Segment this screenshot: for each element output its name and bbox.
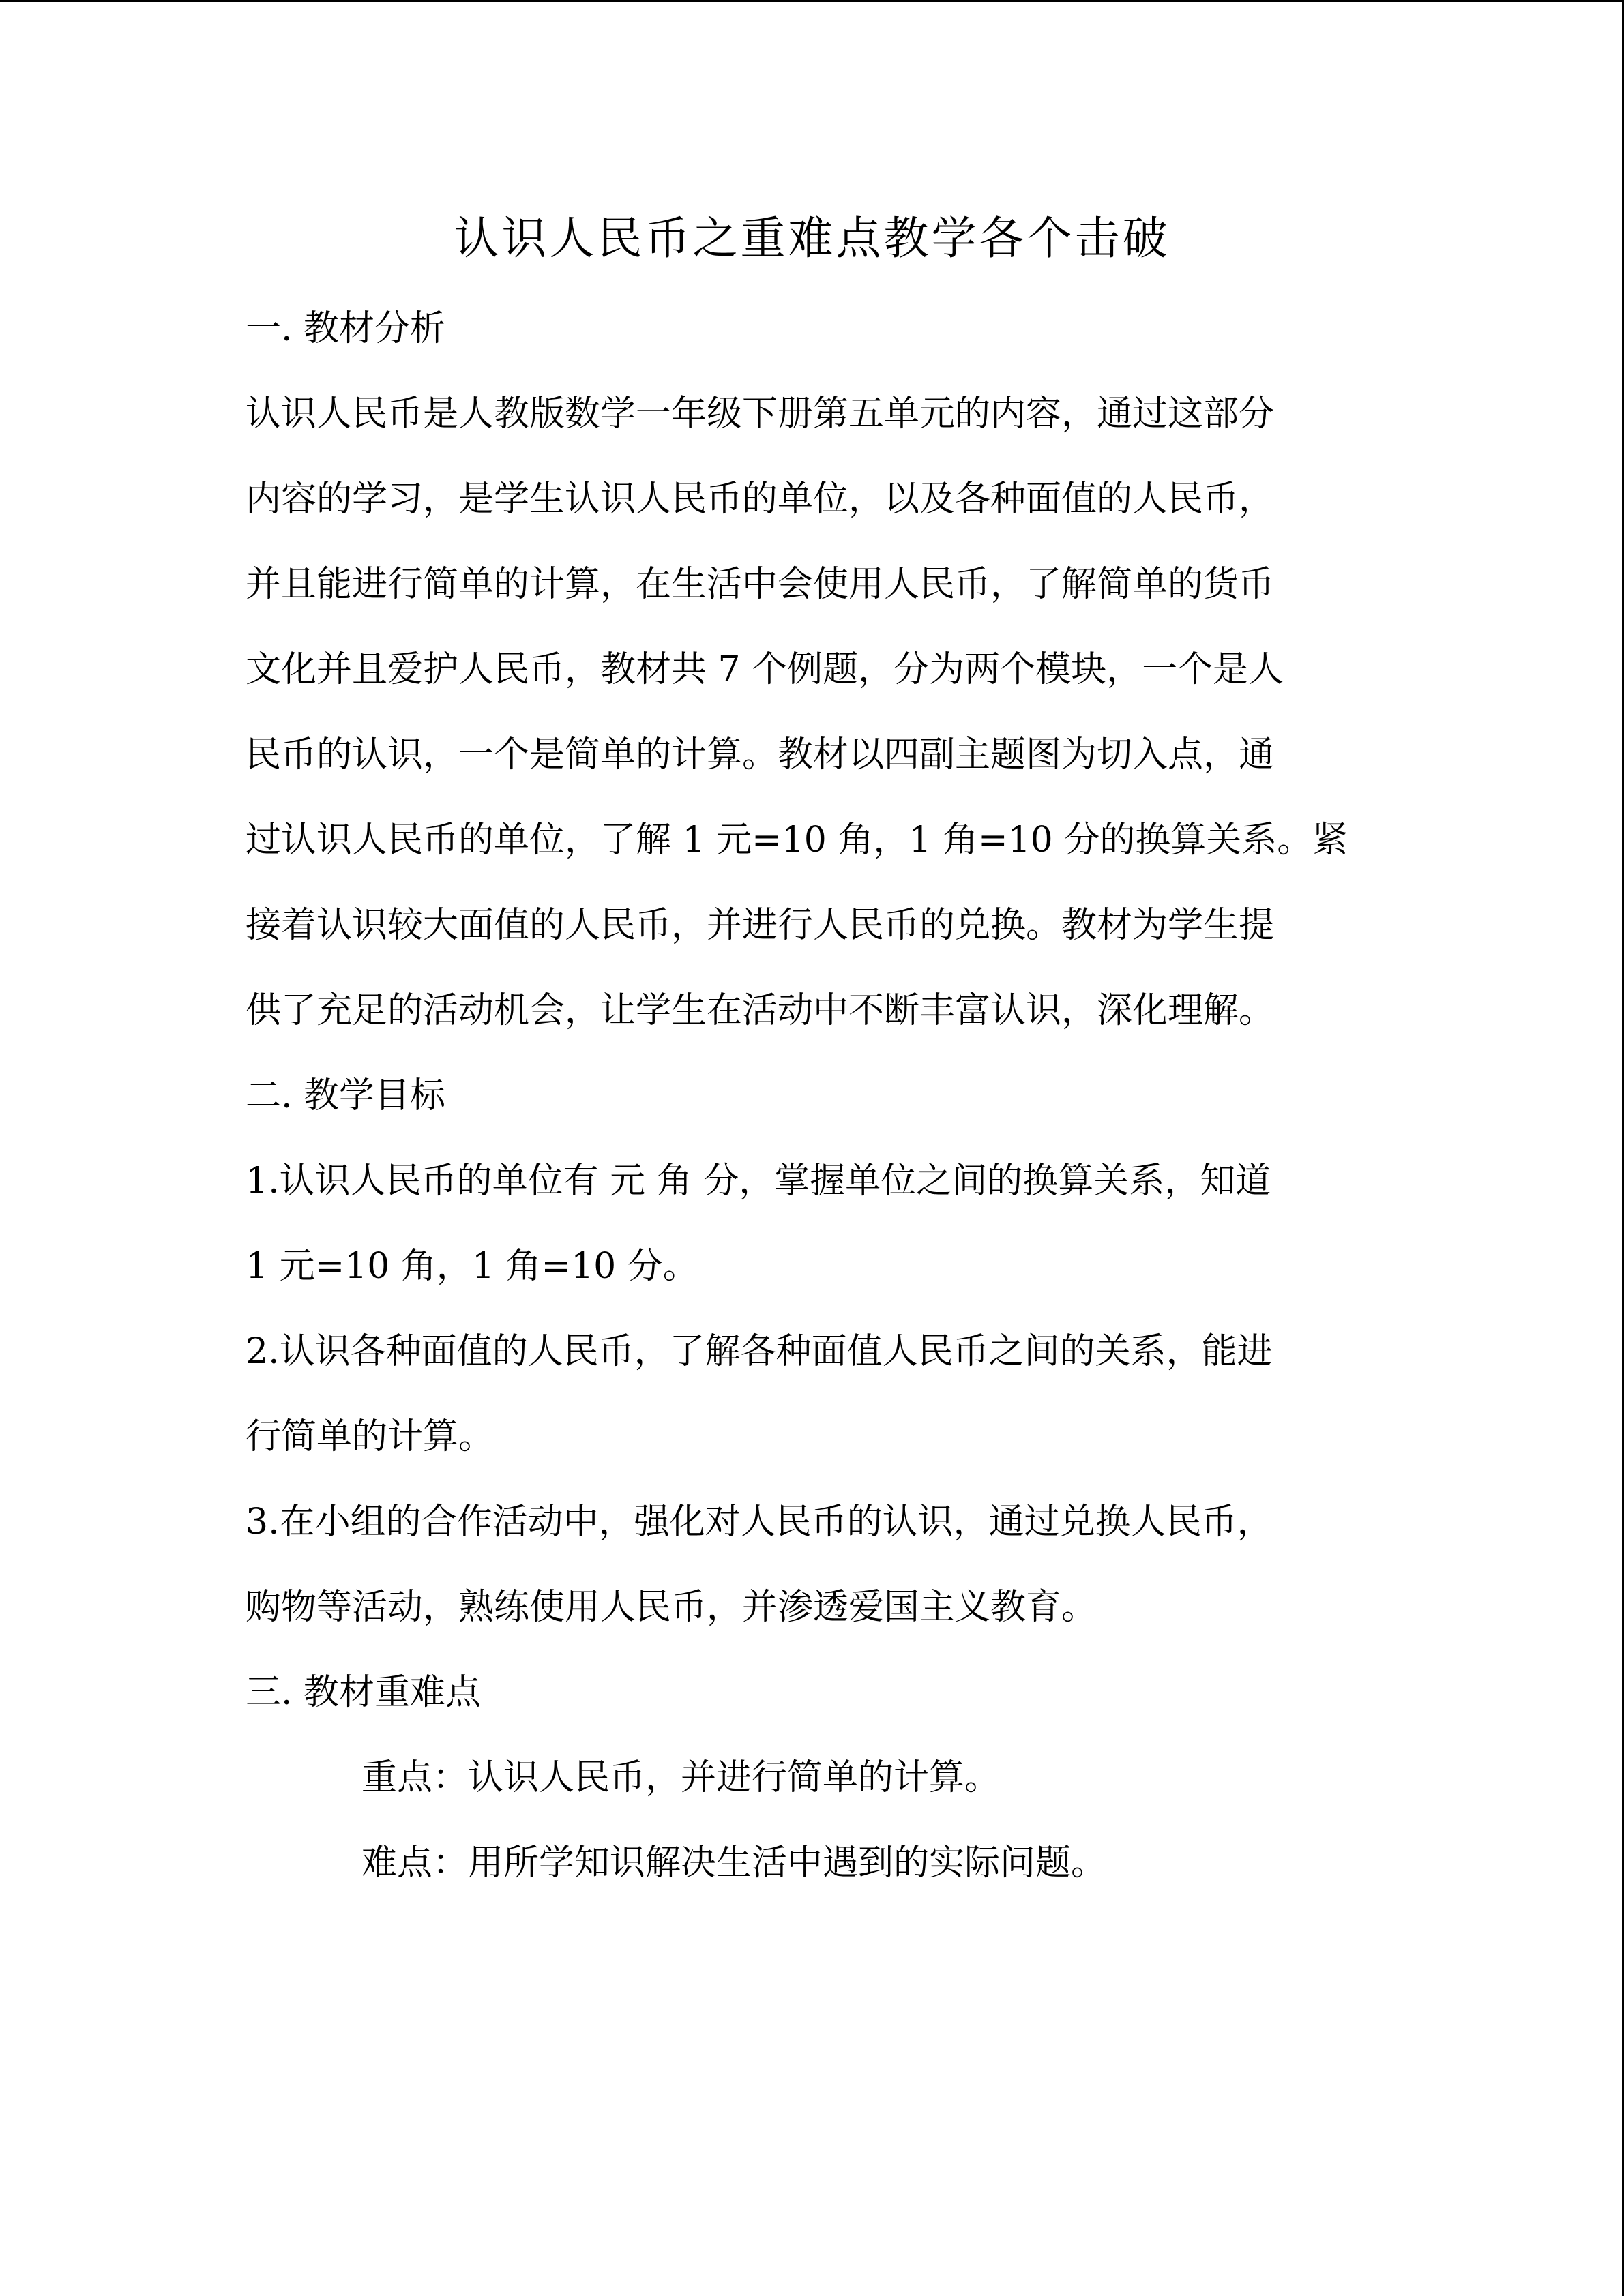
- paragraph-line: 认识人民币是人教版数学一年级下册第五单元的内容，通过这部分: [246, 393, 1275, 434]
- document-body: [246, 286, 1391, 1906]
- key-point-line: 重点：认识人民币，并进行简单的计算。: [361, 1757, 1001, 1798]
- paragraph-line: 接着认识较大面值的人民币，并进行人民币的兑换。教材为学生提: [246, 905, 1275, 946]
- goal-line: 1 元=10 角，1 角=10 分。: [246, 1246, 698, 1287]
- section-heading-teaching-goals: 二. 教学目标: [246, 1075, 446, 1116]
- paragraph-line: 并且能进行简单的计算，在生活中会使用人民币，了解简单的货币: [246, 564, 1275, 605]
- section-heading-material-analysis: 一. 教材分析: [246, 308, 446, 349]
- goal-line: 3.在小组的合作活动中，强化对人民币的认识，通过兑换人民币，: [246, 1502, 1273, 1542]
- goal-line: 2.认识各种面值的人民币，了解各种面值人民币之间的关系，能进: [246, 1331, 1273, 1372]
- paragraph-line: 民币的认识，一个是简单的计算。教材以四副主题图为切入点，通: [246, 734, 1275, 775]
- page-border-top: [0, 0, 1624, 2]
- paragraph-line: 文化并且爱护人民币，教材共 7 个例题，分为两个模块，一个是人: [246, 649, 1284, 690]
- goal-line: 1.认识人民币的单位有 元 角 分，掌握单位之间的换算关系，知道: [246, 1161, 1271, 1202]
- difficult-point-line: 难点：用所学知识解决生活中遇到的实际问题。: [361, 1843, 1107, 1883]
- document-title: 认识人民币之重难点教学各个击破: [454, 212, 1170, 265]
- goal-line: 行简单的计算。: [246, 1416, 494, 1457]
- paragraph-line: 过认识人民币的单位，了解 1 元=10 角，1 角=10 分的换算关系。紧: [246, 820, 1348, 861]
- goal-line: 购物等活动，熟练使用人民币，并渗透爱国主义教育。: [246, 1587, 1097, 1628]
- paragraph-line: 内容的学习，是学生认识人民币的单位，以及各种面值的人民币，: [246, 479, 1275, 520]
- paragraph-line: 供了充足的活动机会，让学生在活动中不断丰富认识，深化理解。: [246, 990, 1275, 1031]
- section-heading-key-points: 三. 教材重难点: [246, 1672, 482, 1713]
